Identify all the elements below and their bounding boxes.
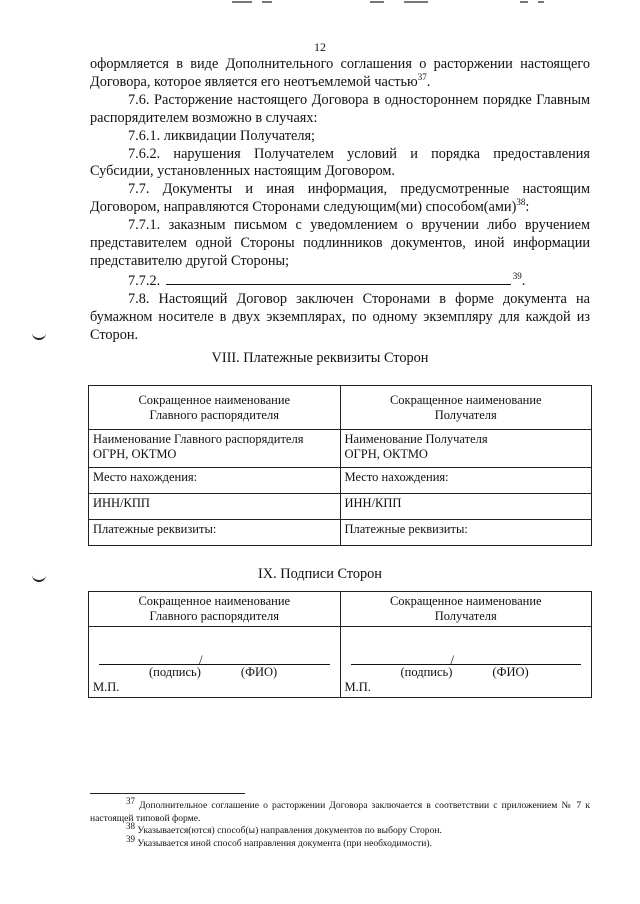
right-sign-header: Сокращенное наименование Получателя	[340, 592, 592, 627]
footnote-39: $^{39}$ Указывается иной способ направления документа (при необходимости).	[126, 833, 432, 849]
footnote-ref-39: 39	[512, 271, 522, 282]
footnotes	[90, 795, 590, 850]
contract-text	[90, 56, 590, 345]
left-location-cell: Место нахождения:	[89, 468, 341, 494]
footnote-37: $^{37}$ Дополнительное соглашение о расторжении Договора заключается в соответствии с приложением № 7 к настоящей типовой форме.	[90, 795, 590, 824]
section-8-title: VIII. Платежные реквизиты Сторон	[211, 350, 429, 366]
right-party-name-cell: Наименование Получателя ОГРН, ОКТМО	[340, 430, 592, 468]
signature-caption: (подпись) (ФИО)	[400, 665, 529, 679]
clause-7-7: 7.7. Документы и иная информация, предусмотренные настоящим Договором, направляются Сторонами следующим(ми) способом(ами)$^{38}$:	[90, 181, 590, 216]
signature-caption: (подпись) (ФИО)	[149, 665, 278, 679]
left-sign-header: Сокращенное наименование Главного распорядителя	[89, 592, 341, 627]
signature-line: /	[93, 649, 336, 665]
stamp-label: М.П.	[344, 680, 371, 694]
right-party-header: Сокращенное наименование Получателя	[340, 386, 592, 430]
blank-fill-line	[166, 271, 511, 285]
footnote-ref-37: 37	[417, 72, 427, 83]
left-signature-block	[89, 627, 341, 698]
section-9-title: IX. Подписи Сторон	[258, 566, 382, 582]
left-inn-cell: ИНН/КПП	[89, 494, 341, 520]
clause-7-6-1: 7.6.1. ликвидации Получателя;	[128, 127, 316, 144]
right-inn-cell: ИНН/КПП	[340, 494, 592, 520]
left-party-name-cell: Наименование Главного распорядителя ОГРН, ОКТМО	[89, 430, 341, 468]
stamp-label: М.П.	[93, 680, 120, 694]
clause-7-6: 7.6. Расторжение настоящего Договора в одностороннем порядке Главным распорядителем возможно в случаях:	[90, 91, 590, 126]
footnote-38: $^{38}$ Указывается(ются) способ(ы) направления документов по выбору Сторон.	[126, 820, 442, 836]
right-location-cell: Место нахождения:	[340, 468, 592, 494]
payment-details-table	[88, 385, 592, 546]
signature-line: /	[345, 649, 588, 665]
right-signature-block	[340, 627, 592, 698]
footnote-divider	[90, 793, 245, 794]
clause-7-8: 7.8. Настоящий Договор заключен Сторонами в форме документа на бумажном носителе в двух экземплярах, по одному экземпляру для каждой из Сторон.	[90, 290, 590, 343]
left-payment-cell: Платежные реквизиты:	[89, 520, 341, 546]
signatures-table	[88, 591, 592, 698]
left-party-header: Сокращенное наименование Главного распорядителя	[89, 386, 341, 430]
page-number: 12	[314, 40, 326, 54]
margin-bracket-mark	[32, 332, 46, 340]
scan-artifacts	[0, 0, 640, 6]
paragraph-continuation: оформляется в виде Дополнительного соглашения о расторжении настоящего Договора, которое является его неотъемлемой частью$^{37}$.	[90, 56, 590, 90]
footnote-ref-38: 38	[516, 197, 526, 208]
clause-7-6-2: 7.6.2. нарушения Получателем условий и порядка предоставления Субсидии, установленных настоящим Договором.	[90, 145, 590, 180]
clause-7-7-2: 7.7.2. $^{39}$.	[128, 271, 526, 289]
clause-7-7-1: 7.7.1. заказным письмом с уведомлением о вручении либо вручением представителем одной Стороны подлинников документов, иной информации представителю другой Стороны;	[90, 217, 590, 269]
right-payment-cell: Платежные реквизиты:	[340, 520, 592, 546]
